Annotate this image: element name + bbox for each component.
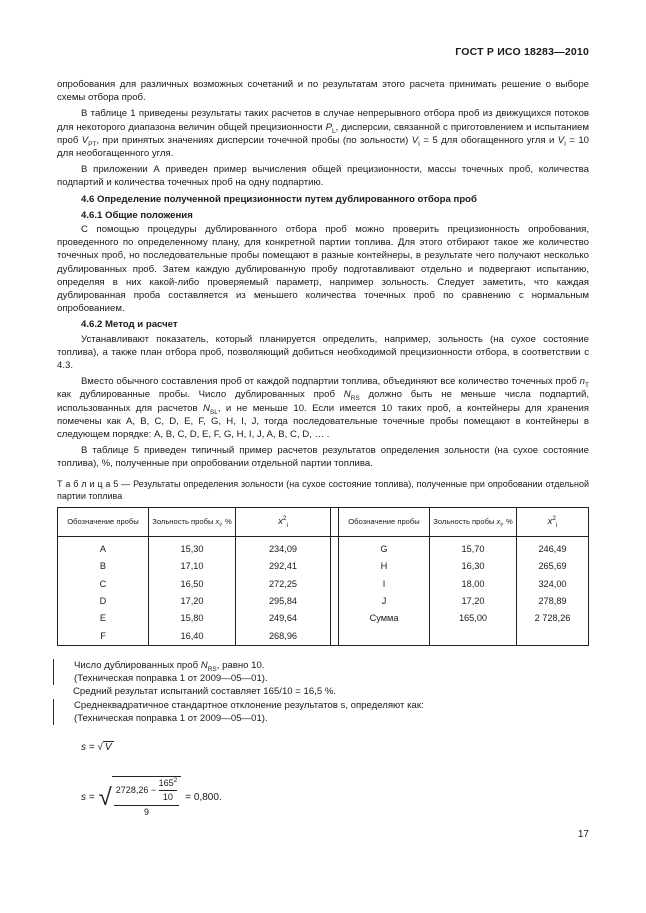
sample-label: E <box>58 610 149 627</box>
sample-label: D <box>58 593 149 610</box>
amendment-note: (Техническая поправка 1 от 2009—05—01). <box>74 712 268 724</box>
sum-label: Сумма <box>339 610 430 627</box>
ash-value: 17,10 <box>149 558 236 575</box>
ash-value: 17,20 <box>149 593 236 610</box>
ash-value: 15,30 <box>149 541 236 558</box>
formula-s-value: s = √ 2728,26 − $\frac{165^2}{10}$ 9 = 0,800. <box>57 776 589 819</box>
header-sample-label: Обозначение пробы <box>339 507 430 536</box>
table-row <box>58 558 589 575</box>
paragraph: Среднеквадратичное стандартное отклонение результатов s, определяют как: <box>74 699 424 711</box>
ash-squared-value: 268,96 <box>236 628 331 646</box>
empty-cell <box>430 628 517 646</box>
header-ash: Зольность пробы $x_i$, % <box>149 507 236 536</box>
ash-value: 16,50 <box>149 575 236 592</box>
paragraph: Вместо обычного составления проб от каждой подпартии топлива, объединяют все количество точечных проб $n_T$ как дублированные пробы. Число дублированных проб $N_{RS}$ должно быть не меньше числа подпартий, использованных для расчетов $N_{SL}$, и не меньше 10. Если имеется 10 таких проб, а контейнеры для хранения помечены как A, B, C, D, E, F, G, H, I, J, тогда последовательные точечные пробы помещают в контейнеры в следующем порядке: A, B, C, D, E, F, G, H, I, J, A, B, C, D, … . <box>57 376 590 441</box>
ash-value: 15,70 <box>430 541 517 558</box>
ash-value: 18,00 <box>430 575 517 592</box>
table-row <box>58 610 589 627</box>
sample-label: J <box>339 593 430 610</box>
sample-label: H <box>339 558 430 575</box>
sample-label: A <box>58 541 149 558</box>
standard-id: ГОСТ Р ИСО 18283—2010 <box>455 46 589 58</box>
paragraph: В таблице 5 приведен типичный пример расчетов результатов определения зольности (на сухое состояние топлива), %, полученные при опробовании отдельной партии топлива. <box>57 445 589 470</box>
ash-value: 16,30 <box>430 558 517 575</box>
ash-squared-value: 292,41 <box>236 558 331 575</box>
ash-squared-value: 295,84 <box>236 593 331 610</box>
paragraph: Устанавливают показатель, который планируется определить, например, зольность (на сухое состояние топлива), а также план отбора проб, позволяющий добиться необходимой прецизионности отбора, в соответствии с 4.3. <box>57 333 589 372</box>
empty-cell <box>339 628 430 646</box>
table-row <box>58 575 589 592</box>
ash-value: 17,20 <box>430 593 517 610</box>
sample-label: F <box>58 628 149 646</box>
paragraph: опробования для различных возможных сочетаний и по результатам этого расчета принимать решение о выборе схемы отбора проб. <box>57 79 589 104</box>
ash-sum-value: 165,00 <box>430 610 517 627</box>
table-row <box>58 628 589 646</box>
ash-squared-sum-value: 2 728,26 <box>517 610 589 627</box>
header-ash-squared: $x^2_i$ <box>236 507 331 536</box>
results-block <box>57 659 589 725</box>
paragraph: Средний результат испытаний составляет 165/10 = 16,5 %. <box>73 686 337 698</box>
empty-cell <box>517 628 589 646</box>
amendment-note: (Техническая поправка 1 от 2009—05—01). <box>74 673 268 685</box>
sample-label: C <box>58 575 149 592</box>
section-heading: 4.6 Определение полученной прецизионности путем дублированного отбора проб <box>81 193 477 205</box>
table-row <box>58 593 589 610</box>
table-5 <box>57 507 589 646</box>
sample-label: B <box>58 558 149 575</box>
ash-squared-value: 249,64 <box>236 610 331 627</box>
page-body <box>57 78 589 819</box>
ash-squared-value: 246,49 <box>517 541 589 558</box>
amendment-block <box>53 659 589 685</box>
table-row <box>58 541 589 558</box>
paragraph: В таблице 1 приведены результаты таких расчетов в случае непрерывного отбора проб из движущихся потоков для некоторого диапазона величин общей прецизионности $P_L$, дисперсии, связанной с приготовлением и испытанием проб $V_{PT}$, при принятых значениях дисперсии точечной пробы (по зольности) $V_I = 5$ для обогащенного угля и $V_I = 10$ для необогащенного угля. <box>57 108 590 160</box>
ash-value: 16,40 <box>149 628 236 646</box>
paragraph: С помощью процедуры дублированного отбора проб можно проверить прецизионность опробования, проведенного по определенному плану, для конкретной партии топлива. Для этого отбирают такое же количество точечных проб, но последовательные пробы помещают в разные контейнеры, в результате чего получают несколько дублированных проб. Затем каждую дублированную пробу подготавливают отдельно и подвергают испытанию, определяя в них какой-либо проверяемый параметр, например зольность. Следует заметить, что каждая дублированная проба составляется из меньшего количества точечных проб по сравнению с нормальным опробованием. <box>57 224 589 315</box>
table-caption: Т а б л и ц а 5 — Результаты определения зольности (на сухое состояние топлива), полученные при опробовании отдельной партии топлива <box>57 478 589 501</box>
formula-s-sqrt-v: s = √ V <box>81 742 112 754</box>
subsection-heading: 4.6.2 Метод и расчет <box>81 319 178 331</box>
ash-squared-value: 272,25 <box>236 575 331 592</box>
table-header-row <box>58 507 589 536</box>
paragraph: Число дублированных проб $N_{RS}$, равно 10. <box>74 660 265 673</box>
header-ash: Зольность пробы $x_i$, % <box>430 507 517 536</box>
sample-label: G <box>339 541 430 558</box>
ash-squared-value: 234,09 <box>236 541 331 558</box>
header-ash-squared: $x^2_i$ <box>517 507 589 536</box>
ash-squared-value: 278,89 <box>517 593 589 610</box>
header-sample-label: Обозначение пробы <box>58 507 149 536</box>
ash-squared-value: 265,69 <box>517 558 589 575</box>
ash-value: 15,80 <box>149 610 236 627</box>
subsection-heading: 4.6.1 Общие положения <box>81 209 193 221</box>
table-gap <box>331 507 339 536</box>
paragraph: В приложении А приведен пример вычисления общей прецизионности, массы точечных проб, количества подпартий и количества точечных проб на одну подпартию. <box>57 164 589 189</box>
sample-label: I <box>339 575 430 592</box>
ash-squared-value: 324,00 <box>517 575 589 592</box>
page-number: 17 <box>577 829 589 840</box>
amendment-block <box>53 699 589 725</box>
